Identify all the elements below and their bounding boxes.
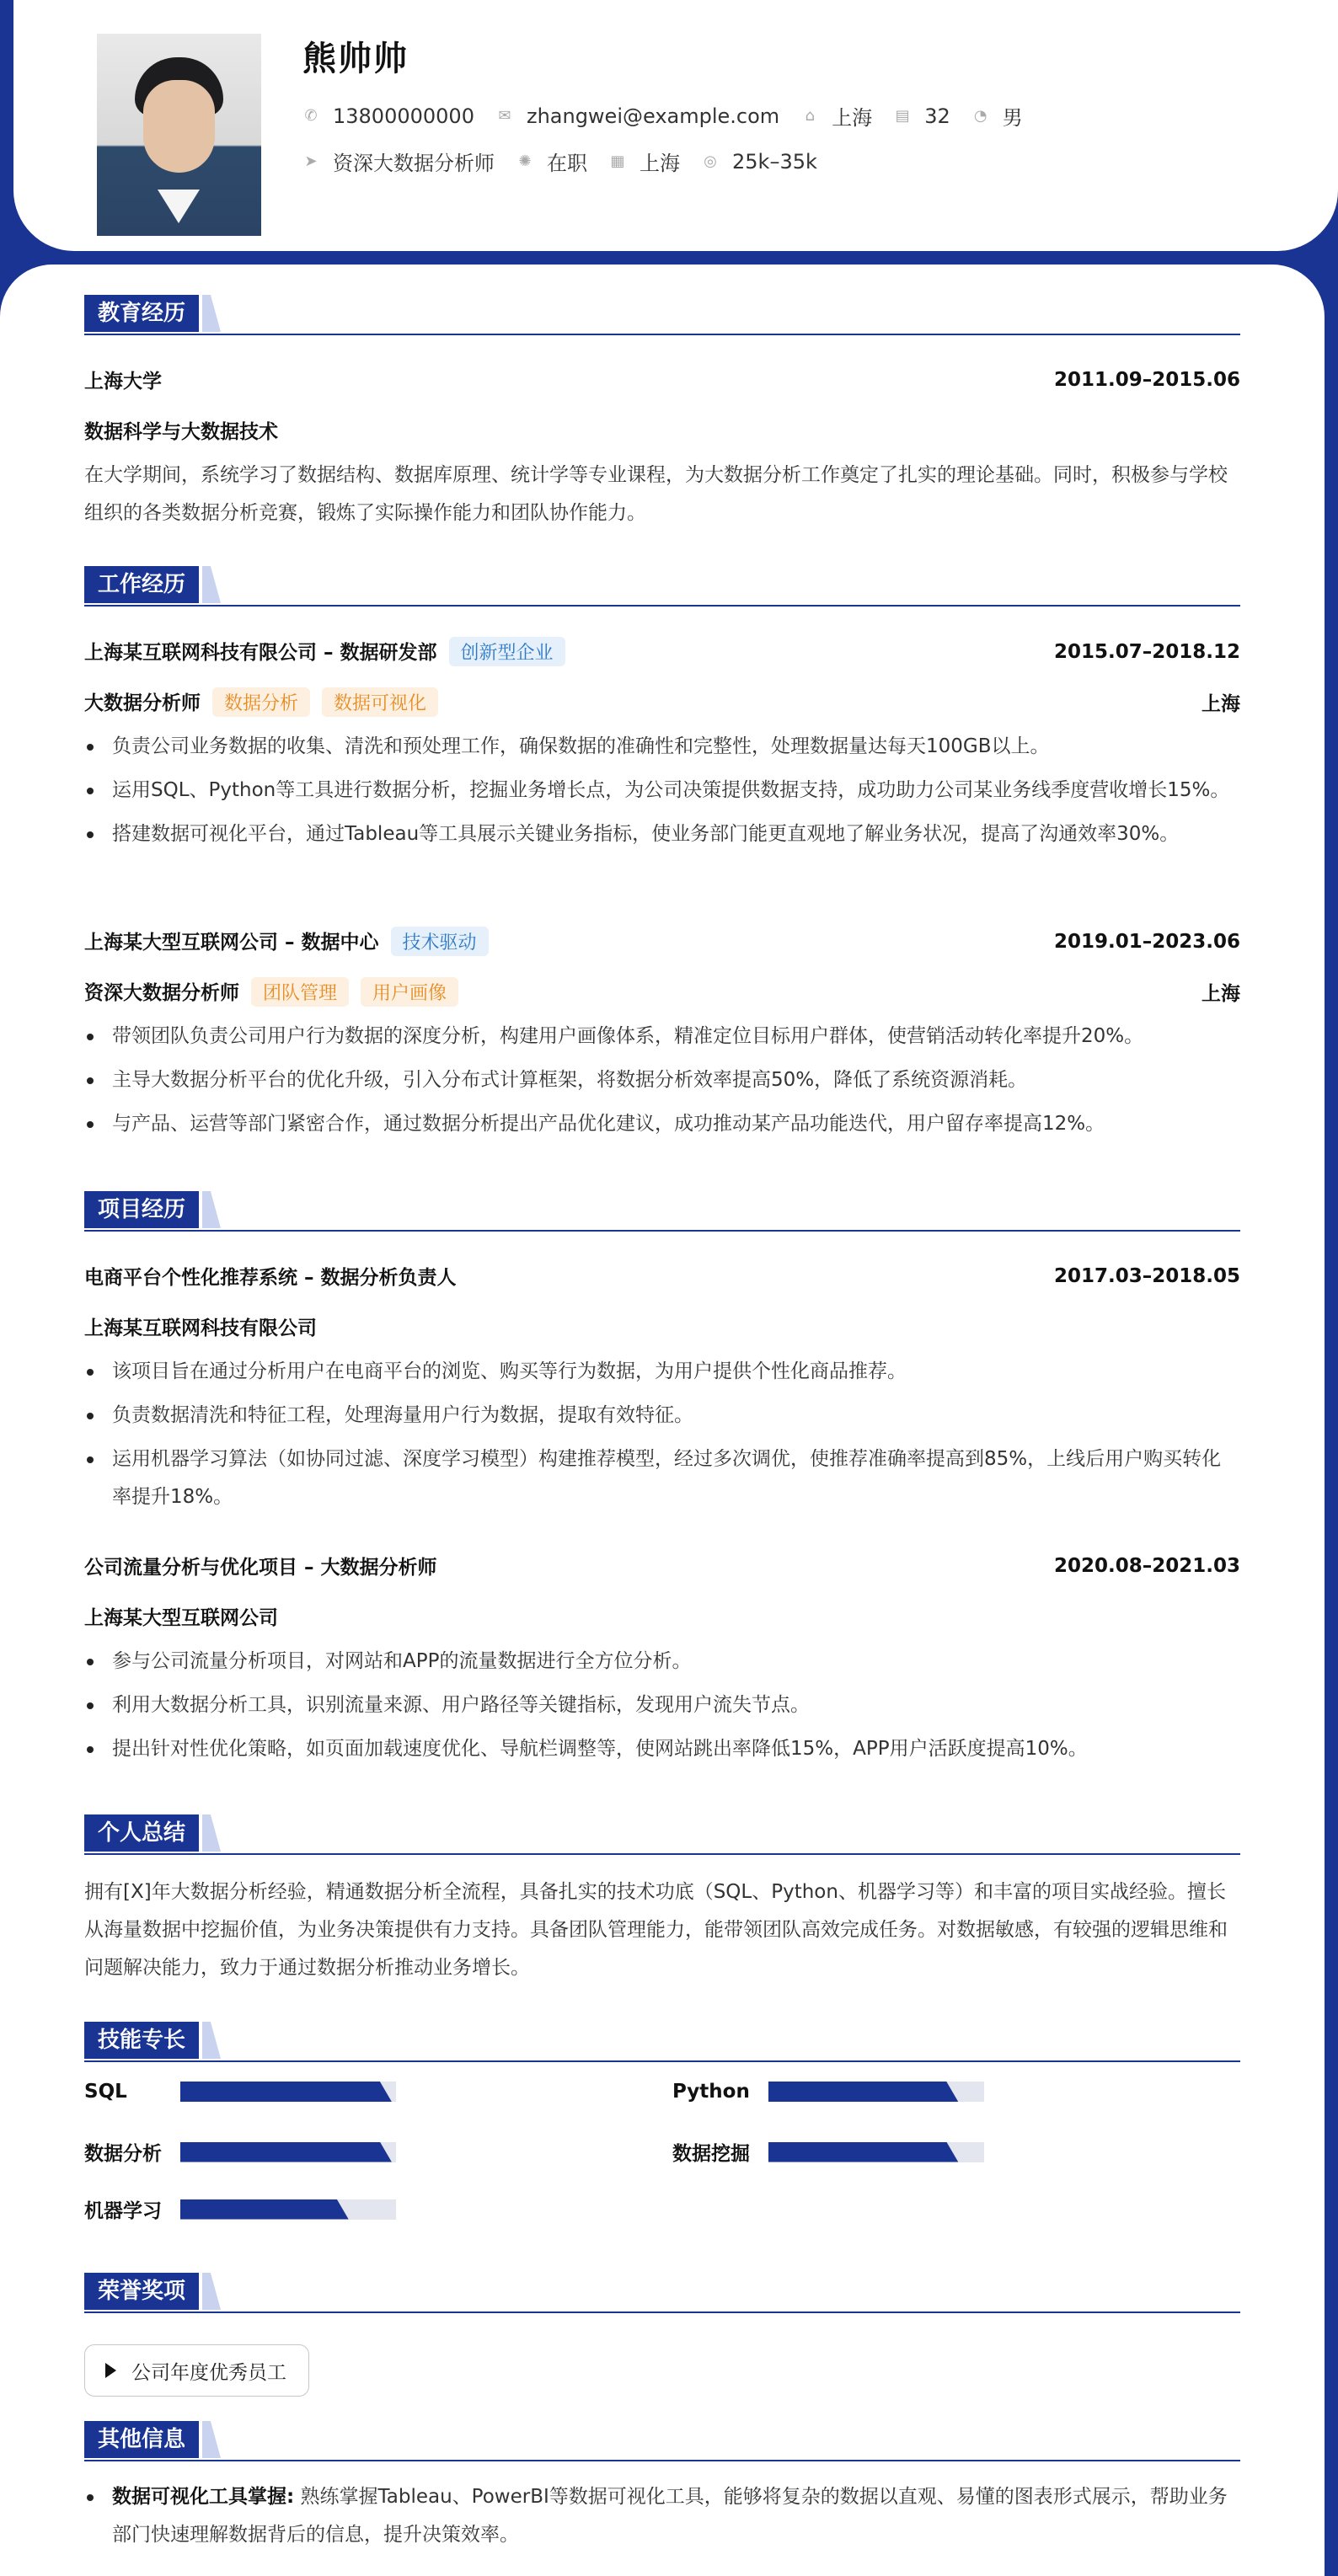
other-label: 数据可视化工具掌握: — [112, 2486, 295, 2508]
salary-icon: ◎ — [704, 152, 717, 170]
skills-section — [84, 2022, 1240, 2222]
job-period: 2019.01–2023.06 — [1053, 930, 1240, 953]
awards-section — [84, 2273, 1240, 2384]
education-desc: 在大学期间，系统学习了数据结构、数据库原理、统计学等专业课程，为大数据分析工作奠定了扎实的理论基础。同时，积极参与学校组织的各类数据分析竞赛，锻炼了实际操作能力和团队协作能力。 — [84, 464, 1228, 524]
summary-text: 拥有[X]年大数据分析经验，精通数据分析全流程，具备扎实的技术功底（SQL、Python、机器学习等）和丰富的项目实战经验。擅长从海量数据中挖掘价值，为业务决策提供有力支持。具备团队管理能力，能带领团队高效完成任务。对数据敏感，有较强的逻辑思维和问题解决能力，致力于通过数据分析推动业务增长。 — [84, 1881, 1228, 1979]
skill-bar — [768, 2082, 984, 2102]
list-item: 提出针对性优化策略，如页面加载速度优化、导航栏调整等，使网站跳出率降低15%，APP用户活跃度提高10%。 — [84, 1730, 1240, 1768]
skill-label: Python — [672, 2081, 750, 2103]
avatar-photo — [97, 34, 261, 236]
role-tag: 数据可视化 — [322, 687, 438, 717]
list-item: 带领团队负责公司用户行为数据的深度分析，构建用户画像体系，精准定位目标用户群体，使营销活动转化率提升20%。 — [84, 1018, 1240, 1056]
company-tag: 创新型企业 — [449, 637, 565, 666]
role-tag: 用户画像 — [361, 977, 458, 1007]
resume-body — [0, 265, 1325, 2576]
section-title-work: 工作经历 — [84, 566, 199, 603]
list-item: 利用大数据分析工具，识别流量来源、用户路径等关键指标，发现用户流失节点。 — [84, 1686, 1240, 1724]
project-name: 电商平台个性化推荐系统 – 数据分析负责人 — [84, 1267, 457, 1289]
other-text: 熟练掌握Tableau、PowerBI等数据可视化工具，能够将复杂的数据以直观、易懂的图表形式展示，帮助业务部门快速理解数据背后的信息，提升决策效率。 — [112, 2486, 1228, 2546]
company-tag: 技术驱动 — [391, 927, 489, 956]
list-item: 主导大数据分析平台的优化升级，引入分布式计算框架，将数据分析效率提高50%，降低了系统资源消耗。 — [84, 1061, 1240, 1099]
job-period: 2015.07–2018.12 — [1053, 640, 1240, 663]
project-company: 上海某大型互联网公司 — [84, 1607, 278, 1629]
age-icon: ▤ — [895, 106, 910, 125]
skill-sql — [84, 2081, 396, 2103]
summary-section — [84, 1814, 1240, 1979]
skill-data-mining — [672, 2138, 984, 2166]
skill-machine-learning — [84, 2195, 396, 2223]
age-text: 32 — [924, 104, 950, 128]
send-icon: ➤ — [304, 152, 318, 170]
section-title-projects: 项目经历 — [84, 1191, 199, 1228]
gender-text: 男 — [1002, 106, 1023, 130]
skill-python — [672, 2081, 984, 2103]
hometown-text: 上海 — [832, 106, 873, 130]
status-icon: ✺ — [518, 152, 532, 170]
building-icon: ▦ — [610, 152, 625, 170]
other-bullets — [84, 2478, 1240, 2560]
skill-bar — [180, 2199, 396, 2220]
education-section — [84, 295, 1240, 524]
role-tag: 团队管理 — [251, 977, 349, 1007]
play-icon — [105, 2363, 116, 2378]
section-title-summary: 个人总结 — [84, 1814, 199, 1852]
job-city: 上海 — [1202, 693, 1240, 715]
gender-icon: ◔ — [973, 106, 987, 125]
job-role: 大数据分析师 数据分析 数据可视化 — [84, 687, 438, 717]
award-item — [84, 2344, 309, 2397]
skill-bar — [768, 2142, 984, 2162]
skill-bar — [180, 2082, 396, 2102]
other-section — [84, 2421, 1240, 2546]
role-tag: 数据分析 — [212, 687, 310, 717]
section-title-skills: 技能专长 — [84, 2022, 199, 2059]
skill-label: 数据挖掘 — [672, 2143, 750, 2165]
project-name: 公司流量分析与优化项目 – 大数据分析师 — [84, 1557, 437, 1579]
project-period: 2020.08–2021.03 — [1053, 1554, 1240, 1577]
email-text: zhangwei@example.com — [526, 104, 780, 128]
list-item — [84, 2478, 1240, 2554]
major-name: 数据科学与大数据技术 — [84, 421, 278, 443]
skill-label: 数据分析 — [84, 2143, 162, 2165]
job-bullets — [84, 1018, 1240, 1149]
work-city-text: 上海 — [640, 152, 680, 175]
salary-text: 25k–35k — [732, 149, 817, 174]
project-bullets — [84, 1643, 1240, 1774]
contact-row — [302, 101, 1045, 131]
status-text: 在职 — [547, 152, 587, 175]
phone-icon: ✆ — [304, 106, 318, 125]
candidate-name: 熊帅帅 — [302, 40, 409, 78]
skill-label: 机器学习 — [84, 2200, 162, 2222]
list-item: 参与公司流量分析项目，对网站和APP的流量数据进行全方位分析。 — [84, 1643, 1240, 1681]
job-intent-row — [302, 147, 839, 176]
job-title-text: 资深大数据分析师 — [333, 152, 495, 175]
school-name: 上海大学 — [84, 371, 162, 393]
list-item: 负责公司业务数据的收集、清洗和预处理工作，确保数据的准确性和完整性，处理数据量达每天100GB以上。 — [84, 728, 1240, 766]
profile-header — [13, 0, 1338, 251]
phone-text: 13800000000 — [333, 104, 474, 128]
job-company: 上海某大型互联网公司 – 数据中心 技术驱动 — [84, 927, 489, 956]
list-item: 该项目旨在通过分析用户在电商平台的浏览、购买等行为数据，为用户提供个性化商品推荐。 — [84, 1353, 1240, 1391]
skill-label: SQL — [84, 2081, 127, 2103]
list-item: 搭建数据可视化平台，通过Tableau等工具展示关键业务指标，使业务部门能更直观地了解业务状况，提高了沟通效率30%。 — [84, 815, 1240, 853]
award-label: 公司年度优秀员工 — [131, 2361, 286, 2384]
work-section — [84, 566, 1240, 1135]
list-item: 运用机器学习算法（如协同过滤、深度学习模型）构建推荐模型，经过多次调优，使推荐准确率提高到85%，上线后用户购买转化率提升18%。 — [84, 1440, 1240, 1516]
job-city: 上海 — [1202, 983, 1240, 1005]
skill-bar — [180, 2142, 396, 2162]
education-period: 2011.09–2015.06 — [1053, 368, 1240, 391]
list-item: 运用SQL、Python等工具进行数据分析，挖掘业务增长点，为公司决策提供数据支持，成功助力公司某业务线季度营收增长15%。 — [84, 772, 1240, 810]
projects-section — [84, 1191, 1240, 1760]
list-item: 负责数据清洗和特征工程，处理海量用户行为数据，提取有效特征。 — [84, 1397, 1240, 1435]
section-title-awards: 荣誉奖项 — [84, 2273, 199, 2310]
skill-data-analysis — [84, 2138, 396, 2166]
mail-icon: ✉ — [498, 106, 511, 125]
project-company: 上海某互联网科技有限公司 — [84, 1317, 317, 1339]
job-bullets — [84, 728, 1240, 859]
list-item: 与产品、运营等部门紧密合作，通过数据分析提出产品优化建议，成功推动某产品功能迭代，用户留存率提高12%。 — [84, 1105, 1240, 1143]
job-company: 上海某互联网科技有限公司 – 数据研发部 创新型企业 — [84, 637, 565, 666]
project-bullets — [84, 1353, 1240, 1522]
section-title-education: 教育经历 — [84, 295, 199, 332]
section-title-other: 其他信息 — [84, 2421, 199, 2458]
job-role: 资深大数据分析师 团队管理 用户画像 — [84, 977, 458, 1007]
home-icon: ⌂ — [805, 106, 815, 125]
project-period: 2017.03–2018.05 — [1053, 1264, 1240, 1287]
